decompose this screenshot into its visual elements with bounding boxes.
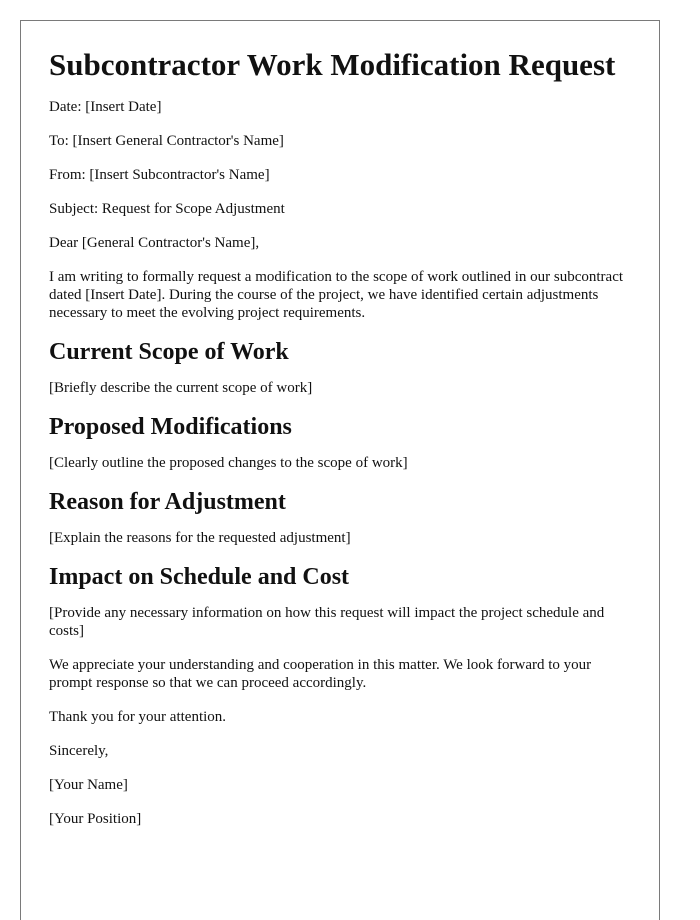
section-heading-reason: Reason for Adjustment	[49, 489, 286, 515]
section-body-proposed-modifications: [Clearly outline the proposed changes to the scope of work]	[49, 455, 408, 471]
section-body-reason: [Explain the reasons for the requested adjustment]	[49, 530, 351, 546]
intro-paragraph: I am writing to formally request a modification to the scope of work outlined in our subcontract dated [Insert Date]. During the course of the project, we have identified certain adjustments necessary to meet the evolving project requirements.	[49, 269, 624, 321]
signature-position: [Your Position]	[49, 811, 142, 827]
subject-line: Subject: Request for Scope Adjustment	[49, 201, 285, 217]
sign-off: Sincerely,	[49, 743, 109, 759]
thanks-line: Thank you for your attention.	[49, 709, 227, 725]
from-line: From: [Insert Subcontractor's Name]	[49, 167, 270, 183]
section-heading-impact: Impact on Schedule and Cost	[49, 564, 350, 590]
closing-paragraph: We appreciate your understanding and cooperation in this matter. We look forward to your prompt response so that we can proceed accordingly.	[49, 657, 592, 691]
to-line: To: [Insert General Contractor's Name]	[49, 133, 284, 149]
section-heading-current-scope: Current Scope of Work	[49, 339, 289, 365]
salutation: Dear [General Contractor's Name],	[49, 235, 260, 251]
letter-page	[20, 20, 660, 920]
section-heading-proposed-modifications: Proposed Modifications	[49, 414, 292, 440]
page-title: Subcontractor Work Modification Request	[49, 47, 616, 82]
section-body-current-scope: [Briefly describe the current scope of work]	[49, 380, 313, 396]
signature-name: [Your Name]	[49, 777, 128, 793]
section-body-impact: [Provide any necessary information on how this request will impact the project schedule and costs]	[49, 605, 605, 639]
date-line: Date: [Insert Date]	[49, 99, 162, 115]
